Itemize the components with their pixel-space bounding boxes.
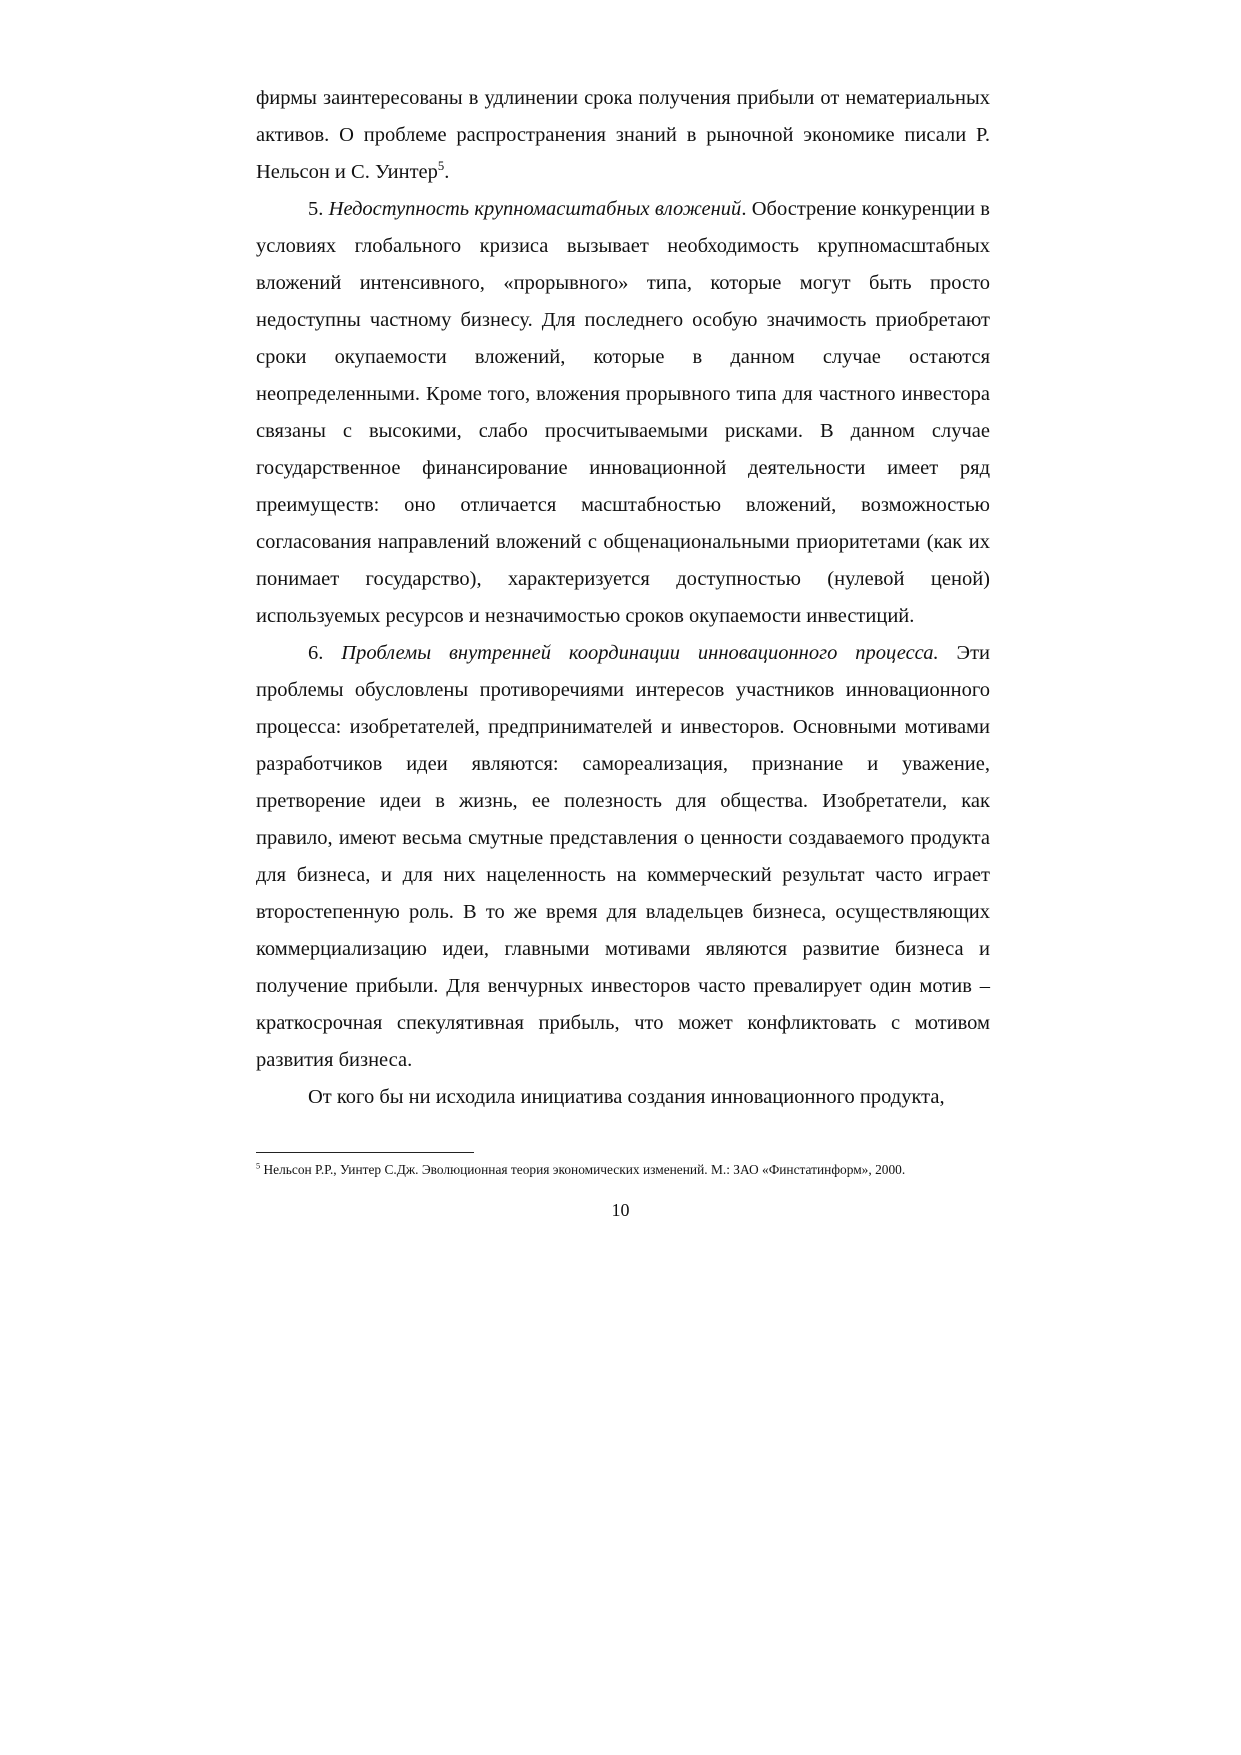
paragraph-2-number: 5. xyxy=(308,198,329,220)
footnote-separator xyxy=(256,1152,474,1153)
paragraph-1 xyxy=(256,80,990,191)
paragraph-4-text: От кого бы ни исходила инициатива создания инновационного продукта, xyxy=(308,1086,945,1108)
page-number: 10 xyxy=(611,1200,630,1220)
footnote-reference[interactable]: 5 xyxy=(437,159,445,174)
paragraph-3-heading: Проблемы внутренней координации инновационного процесса. xyxy=(341,642,939,664)
paragraph-4 xyxy=(256,1079,990,1116)
footnote-marker: 5 xyxy=(256,1161,261,1171)
paragraph-2-text: . Обострение конкуренции в условиях глобального кризиса вызывает необходимость крупномасштабных вложений интенсивного, «прорывного» типа, которые могут быть просто недоступны частному бизнесу. Для последнего особую значимость приобретают сроки окупаемости вложений, которые в данном случае остаются неопределенными. Кроме того, вложения прорывного типа для частного инвестора связаны с высокими, слабо просчитываемыми рисками. В данном случае государственное финансирование инновационной деятельности имеет ряд преимуществ: оно отличается масштабностью вложений, возможностью согласования направлений вложений с общенациональными приоритетами (как их понимает государство), характеризуется доступностью (нулевой ценой) используемых ресурсов и незначимостью сроков окупаемости инвестиций. xyxy=(256,198,990,627)
paragraph-1-tail: . xyxy=(444,161,450,183)
footnote xyxy=(256,1160,990,1180)
paragraph-2 xyxy=(256,191,990,635)
paragraph-3-text: Эти проблемы обусловлены противоречиями интересов участников инновационного процесса: изобретателей, предпринимателей и инвесторов. Основными мотивами разработчиков идеи являются: самореализация, признание и уважение, претворение идеи в жизнь, ее полезность для общества. Изобретатели, как правило, имеют весьма смутные представления о ценности создаваемого продукта для бизнеса, и для них нацеленность на коммерческий результат часто играет второстепенную роль. В то же время для владельцев бизнеса, осуществляющих коммерциализацию идеи, главными мотивами являются развитие бизнеса и получение прибыли. Для венчурных инвесторов часто превалирует один мотив – краткосрочная спекулятивная прибыль, что может конфликтовать с мотивом развития бизнеса. xyxy=(256,642,991,1071)
footnote-text: Нельсон Р.Р., Уинтер С.Дж. Эволюционная теория экономических изменений. М.: ЗАО «Финстатинформ», 2000. xyxy=(260,1162,906,1177)
paragraph-1-text: фирмы заинтересованы в удлинении срока получения прибыли от нематериальных активов. О проблеме распространения знаний в рыночной экономике писали Р. Нельсон и С. Уинтер xyxy=(256,87,990,183)
paragraph-3-number: 6. xyxy=(308,642,342,664)
body-text xyxy=(256,80,990,1116)
paragraph-3 xyxy=(256,635,990,1079)
paragraph-2-heading: Недоступность крупномасштабных вложений xyxy=(328,198,742,220)
